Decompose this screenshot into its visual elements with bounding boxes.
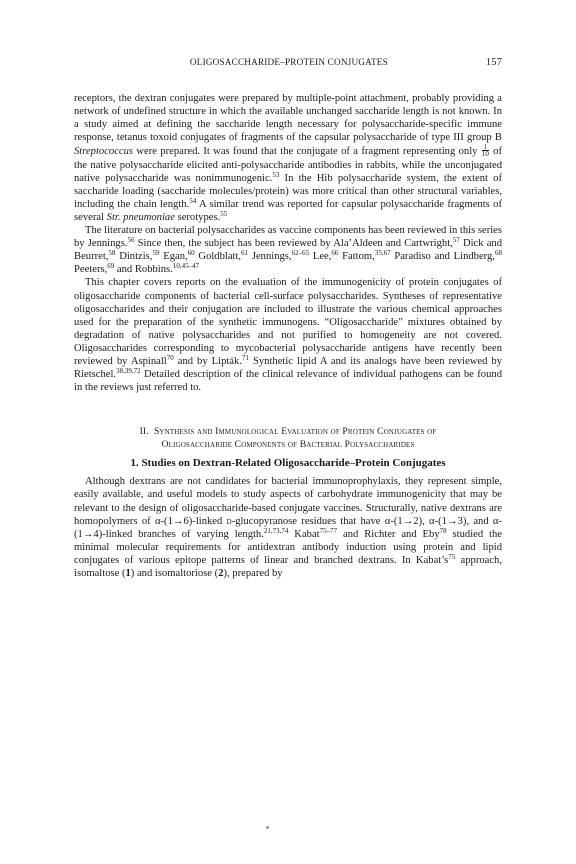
text: studied the minimal molecular requirements for antidextran antibody induction using protein and lipid conjugates of various epitope patterns of linear and branched dextrans. In Kabat’s: [74, 528, 503, 566]
citation: 78: [439, 526, 447, 535]
citation: 59: [152, 249, 160, 258]
text: of the native polysaccharide elicited anti-polysaccharide antibodies in rabbits, while the unconjugated native polysaccharide was nonimmunogenic.: [74, 146, 502, 184]
text: Paradiso and Lindberg,: [390, 251, 495, 263]
text: ) and isomaltoriose (: [130, 568, 219, 579]
citation: 62–65: [291, 249, 310, 258]
text: -glucopyranose residues that have α-(1→2), α-(1→3), and α-(1→4)-linked branches of varying length.: [74, 515, 503, 540]
citation: 58: [108, 249, 116, 258]
citation: 21,73,74: [263, 526, 289, 535]
citation: 61: [241, 249, 249, 258]
citation: 69: [107, 262, 115, 271]
text: Kabat: [288, 528, 320, 540]
text: Fattom,: [338, 251, 375, 263]
text: Egan,: [159, 251, 188, 263]
citation: 66: [331, 249, 339, 258]
text: and Richter and Eby: [337, 528, 440, 540]
citation: 60: [187, 249, 195, 258]
running-head: [74, 56, 502, 69]
text: Jennings,: [248, 251, 292, 263]
text: Dintzis,: [115, 251, 153, 263]
compound-number: 1: [125, 568, 131, 579]
text: Although dextrans are not candidates for bacterial immunoprophylaxis, they represent simple, easily available, and useful models to study aspects of carbohydrate immunogenicity that may be relevant to the design of oligosaccharide-based conjugate vaccines. Structurally, native dextrans are homopolymers of α-(1→6)-linked: [74, 476, 502, 527]
citation: 54: [189, 196, 197, 205]
text: serotypes.: [174, 211, 221, 223]
section-numeral: II.: [139, 426, 149, 438]
text: Peeters,: [74, 264, 108, 276]
page: [74, 56, 502, 580]
fraction: [482, 144, 489, 157]
text: In the Hib polysaccharide system, the extent of saccharide loading (saccharide molecules/protein) was more critical than other structural variables, including the chain length.: [74, 172, 502, 210]
citation: 53: [272, 170, 280, 179]
paragraph-3: [74, 276, 502, 394]
text: This chapter covers reports on the evaluation of the immunogenicity of protein conjugates of oligosaccharide components of bacterial cell-surface polysaccharides. Syntheses of representative oligosaccharides and their conjugation are included to illustrate the various chemical approaches used for the preparation of the synthetic immunogens. “Oligosaccharide” mixtures obtained by degradation of native polysaccharides and not purified to homogeneity are not covered. Oligosaccharides corresponding to mycobacterial polysaccharide antigens have recently been reviewed by Aspinall: [74, 277, 502, 367]
scan-mark: [266, 826, 269, 829]
text: Lee,: [309, 251, 332, 263]
citation: 75–77: [319, 526, 338, 535]
citation: 56: [127, 236, 135, 245]
citation: 75: [448, 552, 456, 561]
text: A similar trend was reported for capsular polysaccharide fragments of several: [74, 198, 502, 223]
text: and by Lipták.: [173, 355, 242, 367]
section-title-1: Synthesis and Immunological Evaluation of Protein Conjugates of: [153, 426, 437, 438]
italic-text: Str. pneumoniae: [106, 211, 175, 223]
citation: 35,67: [374, 249, 391, 258]
text: Detailed description of the clinical relevance of individual pathogens can be found in the reviews just referred to.: [74, 369, 502, 394]
section-heading: [74, 425, 502, 451]
running-head-title: OLIGOSACCHARIDE–PROTEIN CONJUGATES: [189, 57, 388, 67]
italic-text: Streptococcus: [74, 146, 134, 158]
citation: 55: [220, 209, 228, 218]
fraction-denominator: 10: [481, 150, 489, 159]
citation: 57: [452, 236, 460, 245]
section-heading-line-1: [74, 425, 502, 438]
fraction-numerator: 1: [483, 143, 488, 152]
paragraph-2: [74, 224, 502, 276]
small-caps-text: d: [226, 515, 232, 527]
section-heading-line-2: Oligosaccharide Components of Bacterial Polysaccharides: [161, 439, 415, 451]
text: Dick and Beurret,: [74, 238, 503, 263]
text: and Robbins.: [114, 264, 173, 276]
citation: 68: [494, 249, 502, 258]
text: Synthetic lipid A and its analogs have been reviewed by Rietschel.: [74, 355, 503, 381]
subsection-heading: 1. Studies on Dextran-Related Oligosaccharide–Protein Conjugates: [130, 457, 446, 470]
text: were prepared. It was found that the conjugate of a fragment representing only: [133, 146, 481, 158]
citation: 71: [241, 353, 249, 362]
text: ), prepared by: [223, 568, 283, 579]
page-number: 157: [485, 57, 502, 68]
text: Goldblatt,: [194, 251, 242, 263]
citation: 10,45–47: [172, 262, 200, 271]
citation: 70: [166, 353, 174, 362]
text: receptors, the dextran conjugates were prepared by multiple-point attachment, probably providing a network of undefined structure in which the available unchanged saccharide length is not known. In a study aimed at defining the saccharide length necessary for polysaccharide-specific immune response, tetanus toxoid conjugates of fragments of the capsular polysaccharide of type III group B: [74, 93, 502, 144]
text: Since then, the subject has been reviewed by Ala’Aldeen and Cartwright,: [134, 238, 453, 250]
text: approach, isomaltose (: [74, 554, 502, 579]
citation: 38,39,72: [116, 367, 141, 376]
text: The literature on bacterial polysaccharides as vaccine components has been reviewed in this series by Jennings.: [74, 225, 502, 250]
paragraph-4: [74, 475, 502, 580]
compound-number: 2: [218, 568, 224, 579]
paragraph-1: [74, 92, 502, 224]
